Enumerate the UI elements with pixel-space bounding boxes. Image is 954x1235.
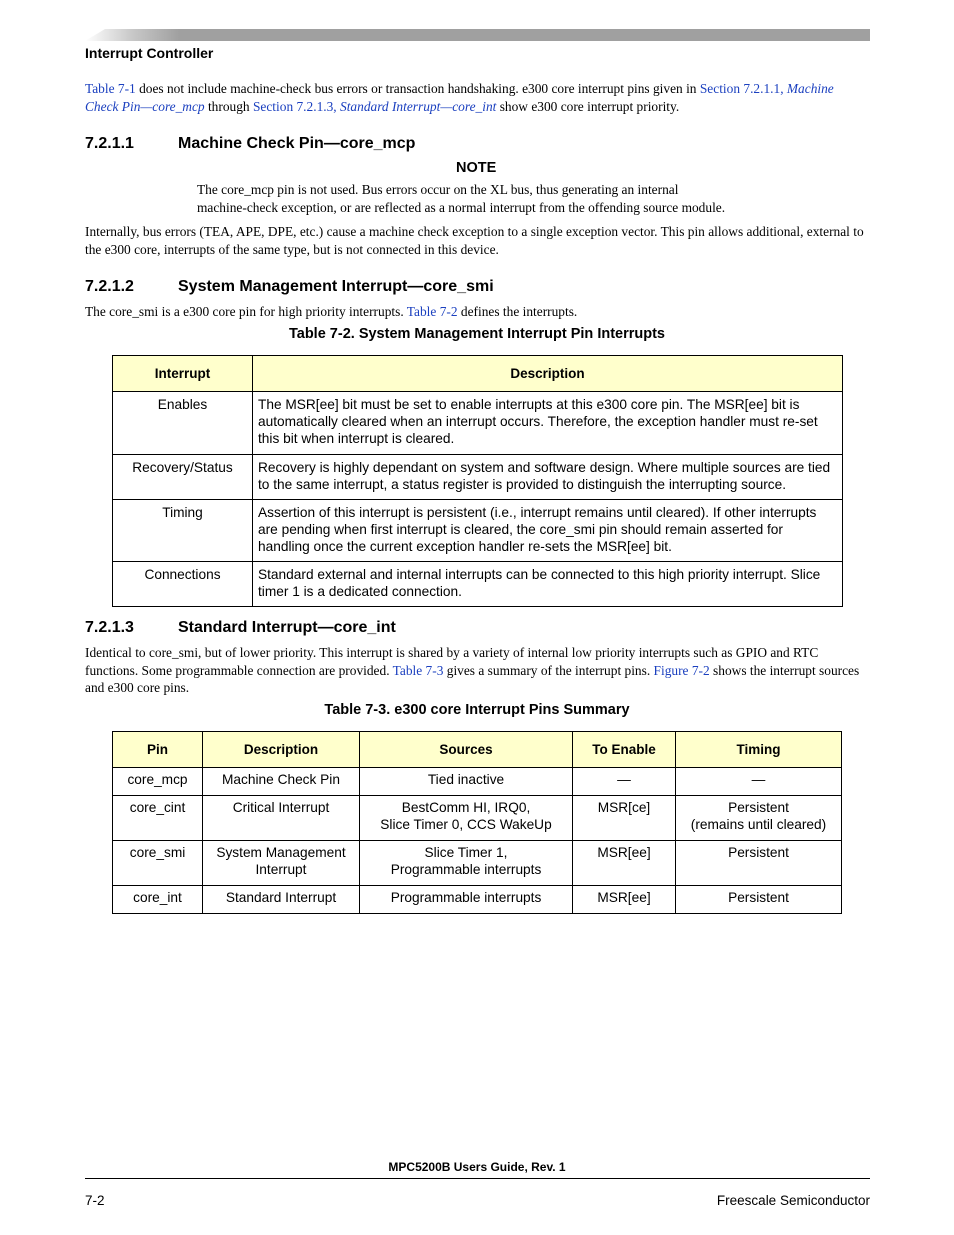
intro-text-2: through [204, 98, 253, 114]
table-header-row [113, 356, 843, 392]
heading-7212 [85, 278, 494, 296]
intro-text-3: show e300 core interrupt priority. [496, 98, 680, 114]
cell-enable: — [573, 768, 676, 796]
cell-line: Programmable interrupts [390, 862, 542, 877]
section-7212-text-1: The core_smi is a e300 core pin for high priority interrupts. [85, 304, 407, 319]
column-header-pin: Pin [113, 732, 203, 768]
heading-7211-title: Machine Check Pin—core_mcp [178, 135, 416, 152]
cell-line: BestComm HI, IRQ0, [401, 800, 531, 815]
cell-enable: MSR[ee] [573, 841, 676, 886]
link-section-7213-number: Section 7.2.1.3, [252, 98, 341, 114]
cell-description [203, 796, 360, 841]
cell-description: Standard external and internal interrupts can be connected to this high priority interrupt. Slice timer 1 is a dedicated connection. [253, 562, 843, 607]
table-row [113, 796, 842, 841]
cell-line: Interrupt [255, 862, 307, 877]
cell-line: Tied inactive [427, 772, 505, 787]
link-figure-7-2[interactable]: Figure 7-2 [653, 662, 710, 678]
cell-description: Recovery is highly dependant on system and software design. Where multiple sources are tied to the same interrupt, a status register is provided to distinguish the interrupting source. [253, 455, 843, 500]
cell-line: Machine Check Pin [222, 772, 340, 787]
heading-7211-number: 7.2.1.1 [85, 135, 134, 152]
cell-description: The MSR[ee] bit must be set to enable interrupts at this e300 core pin. The MSR[ee] bit is automatically cleared when an interrupt occurs. Therefore, the exception handler must re-set this bit when interrupt is cleared. [253, 392, 843, 455]
link-section-7211-title: Machine Check Pin—core_mcp [85, 81, 834, 114]
cell-timing [676, 796, 842, 841]
table-7-3-caption: Table 7-3. e300 core Interrupt Pins Summary [324, 702, 630, 718]
column-header-to-enable: To Enable [573, 732, 676, 768]
link-table-7-1[interactable]: Table 7-1 [85, 81, 136, 96]
cell-line: Slice Timer 0, CCS WakeUp [380, 817, 552, 832]
cell-description [203, 841, 360, 886]
heading-7212-number: 7.2.1.2 [85, 278, 134, 295]
link-section-7213[interactable] [253, 99, 496, 114]
cell-interrupt: Enables [113, 392, 253, 455]
cell-interrupt: Connections [113, 562, 253, 607]
intro-text-1: does not include machine-check bus errors or transaction handshaking. e300 core interrupt pins given in [135, 81, 700, 96]
note-body [197, 181, 777, 216]
cell-description [203, 886, 360, 914]
table-7-3 [112, 731, 842, 914]
cell-sources [360, 768, 573, 796]
cell-enable: MSR[ce] [573, 796, 676, 841]
note-line-2: machine-check exception, or are reflected as a normal interrupt from the offending source module. [197, 199, 726, 215]
footer-company: Freescale Semiconductor [716, 1193, 870, 1208]
cell-line: System Management [216, 845, 346, 860]
cell-line: Persistent [728, 890, 789, 905]
cell-sources [360, 841, 573, 886]
link-table-7-3[interactable]: Table 7-3 [392, 662, 444, 678]
table-row [113, 886, 842, 914]
cell-sources [360, 886, 573, 914]
cell-interrupt: Recovery/Status [113, 455, 253, 500]
note-title: NOTE [456, 160, 497, 176]
heading-7213-title: Standard Interrupt—core_int [178, 619, 396, 636]
heading-7213 [85, 619, 396, 637]
section-7213-text-2: gives a summary of the interrupt pins. [443, 662, 654, 678]
table-7-2-caption: Table 7-2. System Management Interrupt Pin Interrupts [288, 326, 665, 342]
cell-enable: MSR[ee] [573, 886, 676, 914]
running-head: Interrupt Controller [85, 45, 214, 61]
cell-sources [360, 796, 573, 841]
cell-line: Programmable interrupts [390, 890, 542, 905]
cell-interrupt: Timing [113, 500, 253, 562]
cell-description [203, 768, 360, 796]
column-header-description: Description [203, 732, 360, 768]
table-header-row [113, 732, 842, 768]
section-7213-text-3: shows the interrupt sources and e300 core pins. [85, 662, 860, 695]
column-header-sources: Sources [360, 732, 573, 768]
cell-timing [676, 886, 842, 914]
cell-timing [676, 841, 842, 886]
column-header-interrupt: Interrupt [113, 356, 253, 392]
heading-7212-title: System Management Interrupt—core_smi [178, 278, 494, 295]
link-section-7213-title: Standard Interrupt—core_int [340, 98, 497, 114]
link-section-7211-number: Section 7.2.1.1, [699, 81, 787, 96]
note-line-1: The core_mcp pin is not used. Bus errors occur on the XL bus, thus generating an internal [197, 182, 679, 197]
header-bar-notch [85, 29, 105, 41]
cell-line: Slice Timer 1, [424, 845, 508, 860]
link-table-7-2[interactable]: Table 7-2 [406, 304, 458, 319]
column-header-timing: Timing [676, 732, 842, 768]
footer-doc-title: MPC5200B Users Guide, Rev. 1 [388, 1160, 566, 1174]
intro-paragraph [85, 80, 870, 115]
cell-pin: core_int [113, 886, 203, 914]
section-7212-text-2: defines the interrupts. [457, 304, 578, 319]
table-row [113, 768, 842, 796]
cell-line: (remains until cleared) [690, 817, 827, 832]
section-7211-paragraph: Internally, bus errors (TEA, APE, DPE, etc.) cause a machine check exception to a single exception vector. This pin allows additional, external to the e300 core, interrupts of the same type, but is not connected in this device. [85, 224, 864, 257]
cell-description: Assertion of this interrupt is persistent (i.e., interrupt remains until cleared). If other interrupts are pending when first interrupt is cleared, the core_smi pin should remain asserted for handling once the current exception handler re-sets the MSR[ee] bit. [253, 500, 843, 562]
cell-pin: core_mcp [113, 768, 203, 796]
cell-pin: core_cint [113, 796, 203, 841]
footer-page-number: 7-2 [85, 1193, 105, 1208]
table-row [113, 455, 843, 500]
table-row [113, 562, 843, 607]
heading-7211 [85, 135, 415, 153]
cell-timing [676, 768, 842, 796]
cell-line: Persistent [728, 845, 789, 860]
table-row [113, 500, 843, 562]
heading-7213-number: 7.2.1.3 [85, 619, 134, 636]
section-7212-paragraph [85, 303, 870, 321]
table-row [113, 392, 843, 455]
cell-line: Persistent [728, 800, 789, 815]
cell-line: Critical Interrupt [232, 800, 330, 815]
table-row [113, 841, 842, 886]
cell-line: Standard Interrupt [225, 890, 337, 905]
cell-pin: core_smi [113, 841, 203, 886]
section-7213-paragraph [85, 644, 870, 697]
footer-rule [85, 1178, 870, 1179]
header-decorative-bar [85, 29, 870, 41]
column-header-description: Description [253, 356, 843, 392]
section-7213-text-1: Identical to core_smi, but of lower priority. This interrupt is shared by a variety of internal low priority interrupts such as GPIO and RTC functions. Some programmable connection are provided. [85, 645, 819, 678]
table-7-2 [112, 355, 843, 607]
cell-line: — [751, 772, 766, 787]
